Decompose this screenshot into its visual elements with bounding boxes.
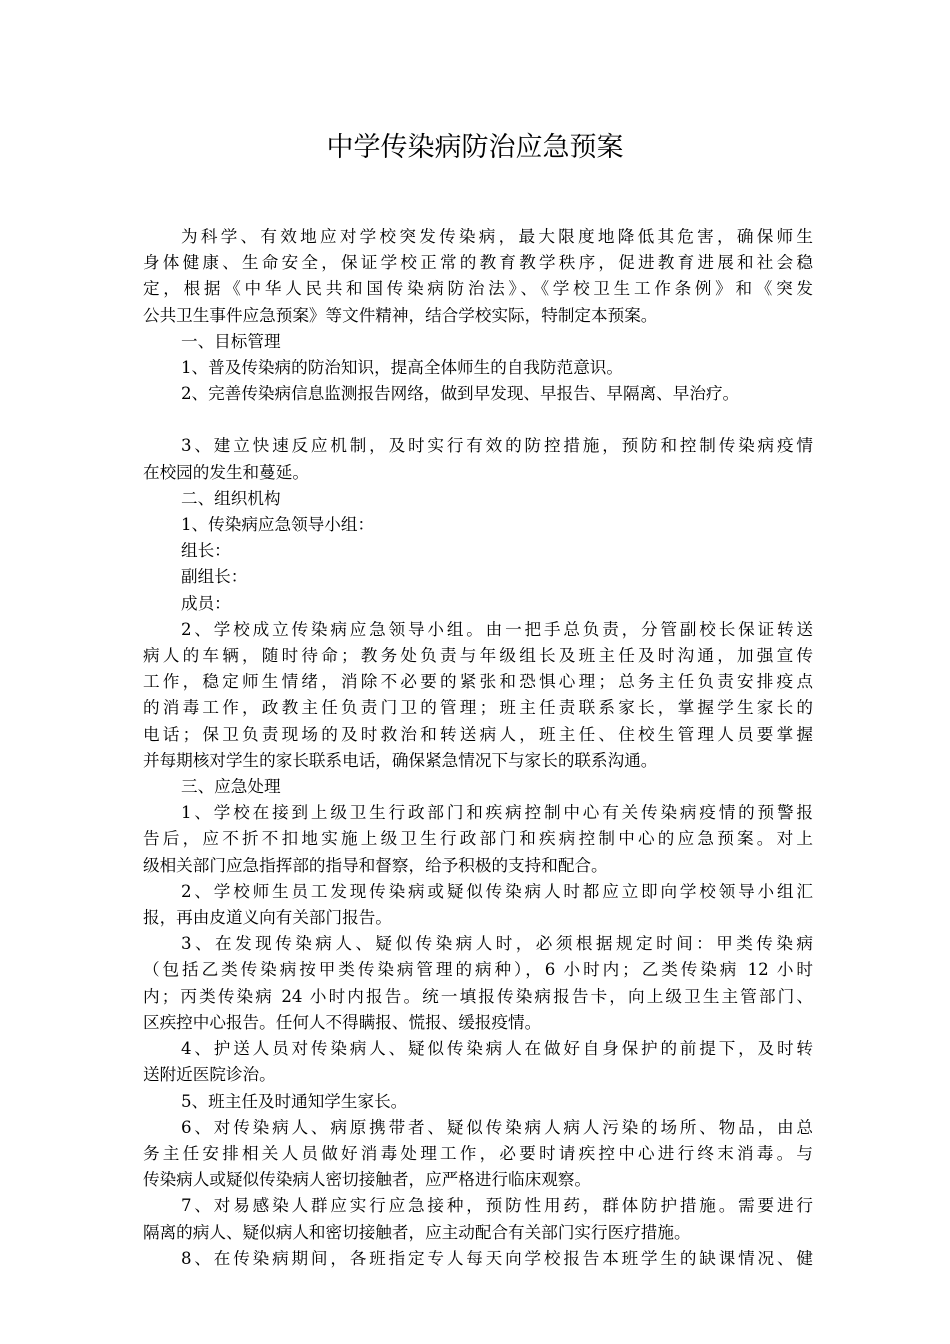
emergency-item-2	[143, 879, 813, 931]
text-line: 3、建立快速反应机制，及时实行有效的防控措施，预防和控制传染病疫情	[181, 436, 813, 456]
text-line: 3、在发现传染病人、疑似传染病人时，必须根据规定时间：甲类传染病	[181, 934, 813, 954]
section-heading-goals: 一、目标管理	[181, 331, 281, 351]
text-line: 工作，稳定师生情绪，消除不必要的紧张和恐惧心理；总务主任负责安排疫点	[143, 672, 813, 692]
text-line: 电话；保卫负责现场的及时救治和转送病人，班主任、住校生管理人员要掌握	[143, 724, 813, 744]
section-heading-emergency: 三、应急处理	[181, 777, 281, 797]
text-line: 报，再由皮道义向有关部门报告。	[143, 908, 392, 928]
text-line: 4、护送人员对传染病人、疑似传染病人在做好自身保护的前提下，及时转	[181, 1039, 813, 1059]
emergency-item-6	[143, 1115, 813, 1194]
emergency-item-1	[143, 800, 813, 879]
text-line: 级相关部门应急指挥部的指导和督察，给予积极的支持和配合。	[143, 855, 608, 875]
text-line: 1、学校在接到上级卫生行政部门和疾病控制中心有关传染病疫情的预警报	[181, 803, 813, 823]
text-line: 的消毒工作，政教主任负责门卫的管理；班主任责联系家长，掌握学生家长的	[143, 698, 813, 718]
emergency-item-8	[143, 1246, 813, 1272]
document-body	[143, 224, 813, 1272]
text-line: 8、在传染病期间，各班指定专人每天向学校报告本班学生的缺课情况、健	[181, 1248, 813, 1268]
text-line: 内；丙类传染病 24 小时内报告。统一填报传染病报告卡，向上级卫生主管部门、	[143, 986, 813, 1006]
org-deputy-leader: 副组长：	[181, 567, 248, 587]
emergency-item-7	[143, 1193, 813, 1245]
text-line: 隔离的病人、疑似病人和密切接触者，应主动配合有关部门实行医疗措施。	[143, 1222, 691, 1242]
text-line: 病人的车辆，随时待命；教务处负责与年级组长及班主任及时沟通，加强宣传	[143, 646, 813, 666]
text-line: 并每期核对学生的家长联系电话，确保紧急情况下与家长的联系沟通。	[143, 750, 658, 770]
blank-line	[143, 407, 813, 433]
text-line: 身体健康、生命安全，保证学校正常的教育教学秩序，促进教育进展和社会稳	[143, 253, 813, 273]
org-leader: 组长：	[181, 541, 231, 561]
goal-item-2: 2、完善传染病信息监测报告网络，做到早发现、早报告、早隔离、早治疗。	[181, 384, 740, 404]
org-item-1: 1、传染病应急领导小组：	[181, 515, 375, 535]
text-line: 2、学校师生员工发现传染病或疑似传染病人时都应立即向学校领导小组汇	[181, 881, 813, 901]
text-line: 务主任安排相关人员做好消毒处理工作，必要时请疾控中心进行终末消毒。与	[143, 1143, 813, 1163]
section-heading-organization: 二、组织机构	[181, 488, 281, 508]
document-title: 中学传染病防治应急预案	[326, 132, 624, 163]
org-item-2	[143, 617, 813, 774]
text-line: 公共卫生事件应急预案》等文件精神，结合学校实际，特制定本预案。	[143, 305, 658, 325]
text-line: 送附近医院诊治。	[143, 1065, 276, 1085]
text-line: （包括乙类传染病按甲类传染病管理的病种），6 小时内；乙类传染病 12 小时	[143, 960, 813, 980]
text-line: 定，根据《中华人民共和国传染病防治法》、《学校卫生工作条例》和《突发	[143, 279, 813, 299]
text-line: 为科学、有效地应对学校突发传染病，最大限度地降低其危害，确保师生	[181, 227, 813, 246]
goal-item-3	[143, 433, 813, 485]
text-line: 6、对传染病人、病原携带者、疑似传染病人病人污染的场所、物品，由总	[181, 1117, 813, 1137]
text-line: 7、对易感染人群应实行应急接种，预防性用药，群体防护措施。需要进行	[181, 1196, 813, 1216]
text-line: 告后，应不折不扣地实施上级卫生行政部门和疾病控制中心的应急预案。对上	[143, 829, 813, 849]
emergency-item-4	[143, 1036, 813, 1088]
text-line: 传染病人或疑似传染病人密切接触者，应严格进行临床观察。	[143, 1170, 592, 1190]
text-line: 区疾控中心报告。任何人不得瞒报、慌报、缓报疫情。	[143, 1012, 542, 1032]
goal-item-1: 1、普及传染病的防治知识，提高全体师生的自我防范意识。	[181, 358, 623, 378]
text-line: 2、学校成立传染病应急领导小组。由一把手总负责，分管副校长保证转送	[181, 619, 813, 639]
emergency-item-5: 5、班主任及时通知学生家长。	[181, 1091, 408, 1111]
intro-paragraph	[143, 224, 813, 329]
text-line: 在校园的发生和蔓延。	[143, 462, 309, 482]
emergency-item-3	[143, 931, 813, 1036]
org-members: 成员：	[181, 593, 231, 613]
